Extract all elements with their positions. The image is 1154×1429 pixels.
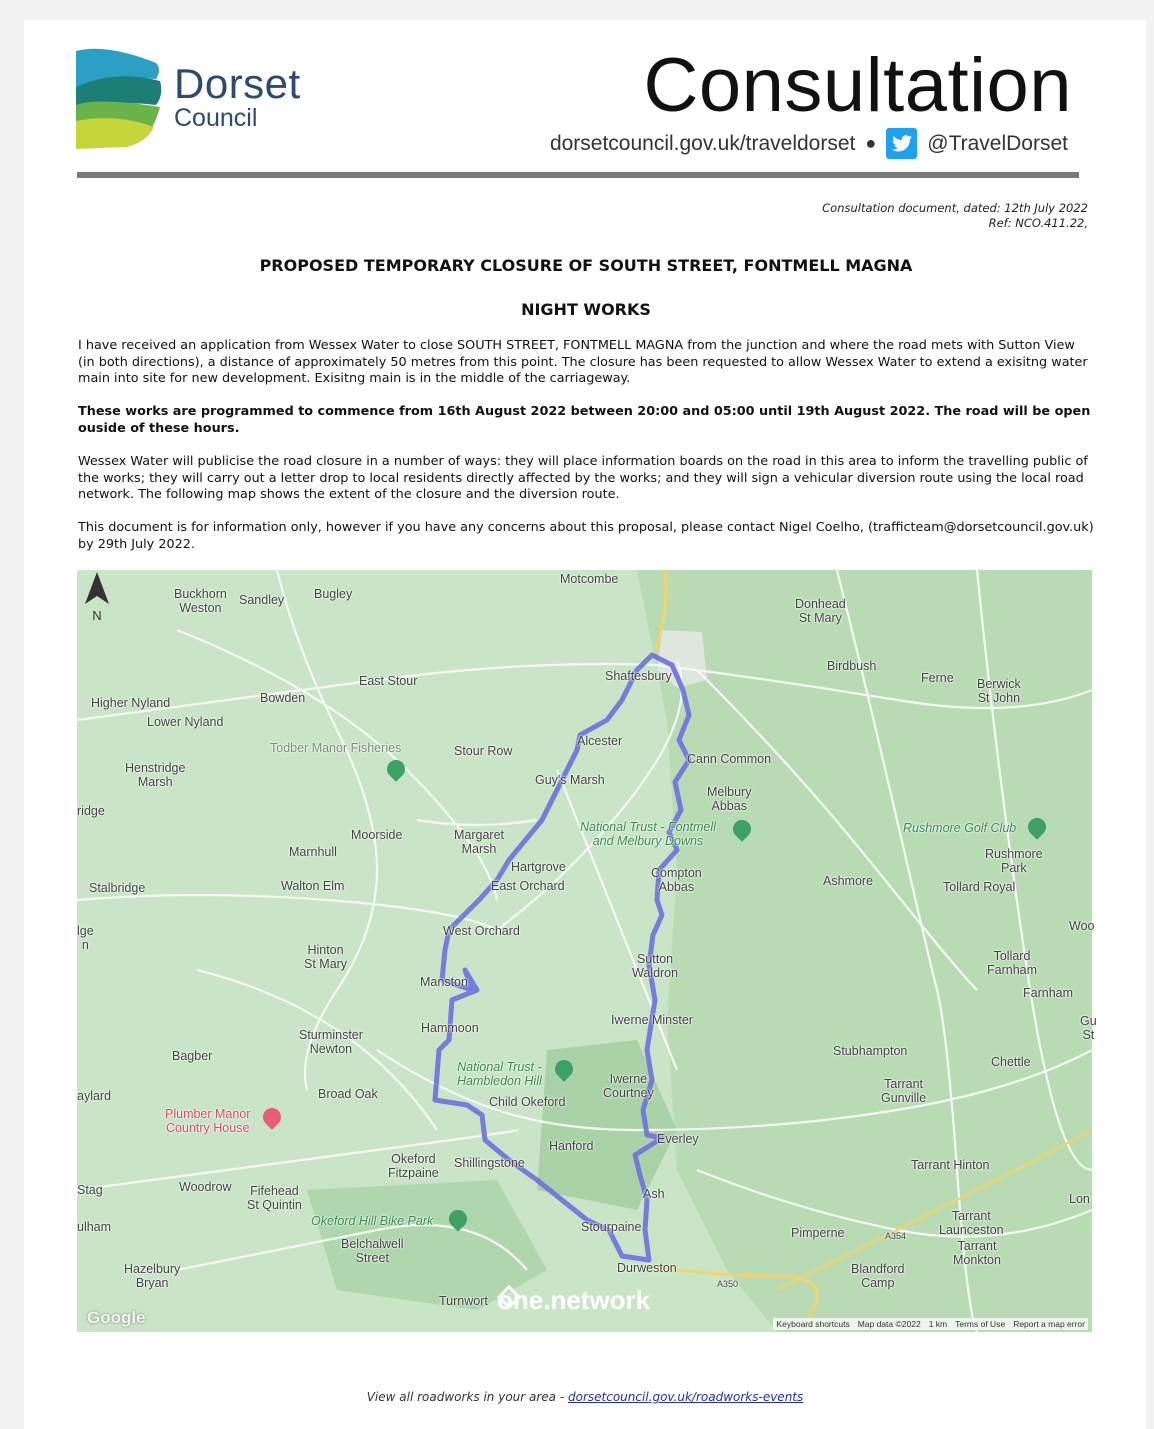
map-place-label: Sutton Waldron [632,952,679,980]
document-date: Consultation document, dated: 12th July 2022 [822,201,1088,215]
document-type-title: Consultation [643,43,1072,128]
map-place-label: Stalbridge [89,881,146,895]
map-place-label: Everley [657,1132,699,1146]
map-place-label: Hammoon [421,1021,479,1035]
north-arrow-icon [77,570,117,624]
map-place-label: Tarrant Gunville [881,1077,927,1105]
map-place-label: Tarrant Hinton [911,1158,990,1172]
map-place-label: Hazelbury Bryan [124,1262,181,1290]
road-label-a350: A350 [717,1279,739,1289]
map-place-label: Belchalwell Street [341,1237,404,1265]
document-title: PROPOSED TEMPORARY CLOSURE OF SOUTH STREET, FONTMELL MAGNA [259,256,913,275]
map-place-label: Child Okeford [489,1095,566,1109]
map-place-label: Tarrant Launceston [939,1209,1004,1237]
map-place-label: ridge [77,804,105,818]
map-place-label: Gu St [1080,1014,1097,1042]
map-place-label: Shaftesbury [605,669,672,683]
map-data-text: Map data ©2022 [857,1319,921,1329]
org-name-line1: Dorset [174,60,301,107]
footer-prefix: View all roadworks in your area - [366,1390,568,1404]
map-place-label: Tarrant Monkton [953,1239,1001,1267]
map-place-label: Walton Elm [281,879,345,893]
map-place-label: Higher Nyland [91,696,171,710]
map-place-label: Moorside [351,828,403,842]
map-place-label: National Trust - Fontmell and Melbury Downs [580,820,716,848]
scale-text: 1 km [928,1319,948,1329]
paragraph-contact: This document is for information only, however if you have any concerns about this proposal, please contact Nigel Coelho, (trafficteam@dorsetcouncil.gov.uk) by 29th July 2022. [78,520,1094,552]
map-place-label: Stourpaine [581,1220,642,1234]
map-place-label: East Orchard [491,879,565,893]
map-place-label: Stag [77,1183,103,1197]
paragraph-application: I have received an application from Wessex Water to close SOUTH STREET, FONTMELL MAGNA from the junction and where the road mets with Sutton View (in both directions), a distance of approximately 50 metres from this point. The closure has been requested to allow Wessex Water to extend a exisitng water main into site for new development. Exisitng main is in the middle of the carriageway. [78,338,1088,386]
map-place-label: aylard [77,1089,112,1103]
map-place-label: Fifehead St Quintin [247,1184,302,1212]
dorset-council-logo-icon [76,47,166,151]
map-place-label: Farnham [1023,986,1074,1000]
map-place-label: Okeford Fitzpaine [388,1152,439,1180]
map-place-label: Rushmore Golf Club [903,821,1017,835]
map-place-label: Iwerne Minster [611,1013,693,1027]
footer [24,1390,1146,1404]
north-label: N [92,608,102,623]
map-place-label: Bagber [172,1049,213,1063]
paragraph-publicity: Wessex Water will publicise the road closure in a number of ways: they will place information boards on the road in this area to inform the travelling public of the works; they will carry out a letter drop to local residents directly affected by the works; and they will sign a vehicular diversion route using the local road network. The following map shows the extent of the closure and the diversion route. [78,454,1088,502]
map-place-label: Sturminster Newton [299,1028,363,1056]
map-place-label: Iwerne Courtney [603,1072,654,1100]
map-place-label: Pimperne [791,1226,845,1240]
document-page [24,20,1146,1429]
report-error-link[interactable]: Report a map error [1013,1319,1085,1329]
twitter-icon [886,128,917,159]
map-place-label: Broad Oak [318,1087,378,1101]
twitter-handle[interactable]: @TravelDorset [927,131,1068,155]
terms-link[interactable]: Terms of Use [955,1319,1006,1329]
map-place-label: Plumber Manor Country House [165,1107,251,1135]
map-place-label: Bowden [260,691,306,705]
separator-bullet: ● [865,133,877,153]
map-place-label: Donhead St Mary [795,597,846,625]
map-place-label: Woo [1069,919,1095,933]
map-place-label: Ferne [921,671,954,685]
map-place-label: Hinton St Mary [304,943,348,971]
website-link[interactable]: dorsetcouncil.gov.uk/traveldorset [549,131,856,155]
map-place-label: Stour Row [454,744,513,758]
map-place-label: Todber Manor Fisheries [270,741,402,755]
map-place-label: Birdbush [827,659,877,673]
map-place-label: Chettle [991,1055,1031,1069]
map-place-label: Tollard Royal [943,880,1016,894]
paragraph-schedule: These works are programmed to commence from 16th August 2022 between 20:00 and 05:00 until 19th August 2022. The road will be open ouside of these hours. [78,404,1091,436]
map-place-label: Berwick St John [977,677,1021,705]
one-network-logo-icon [497,1285,521,1309]
map-place-label: Cann Common [687,752,772,766]
map-place-label: Woodrow [179,1180,232,1194]
map-place-label: lge n [77,924,94,952]
map-place-label: Alcester [577,734,623,748]
map-attribution [773,1318,1088,1330]
map-place-label: National Trust - Hambledon Hill [457,1060,542,1088]
map-place-label: Manston [420,975,468,989]
map-place-label: Hartgrove [511,860,566,874]
map-place-label: Blandford Camp [851,1262,905,1290]
org-name-line2: Council [174,104,258,132]
roadworks-link[interactable]: dorsetcouncil.gov.uk/roadworks-events [568,1390,804,1404]
map-place-label: Tollard Farnham [987,949,1038,977]
map-place-label: Shillingstone [454,1156,525,1170]
map-place-label: Sandley [239,593,285,607]
map-place-label: East Stour [359,674,418,688]
map-place-label: Lower Nyland [147,715,224,729]
map-place-label: Guy's Marsh [535,773,605,787]
map-place-label: Compton Abbas [651,866,702,894]
map-place-label: Durweston [617,1261,677,1275]
header-divider [77,172,1079,178]
map-place-label: Buckhorn Weston [174,587,227,615]
map-place-label: West Orchard [443,924,520,938]
map-place-label: Bugley [314,587,353,601]
document-subtitle: NIGHT WORKS [521,300,651,319]
keyboard-shortcuts-link[interactable]: Keyboard shortcuts [776,1319,850,1329]
map-place-label: Lon [1069,1192,1090,1206]
map-place-label: Hanford [549,1139,594,1153]
map-place-label: Ash [643,1187,665,1201]
map-place-label: Motcombe [560,572,619,586]
document-ref: Ref: NCO.411.22, [988,216,1088,230]
map-place-label: Henstridge Marsh [125,761,186,789]
map-place-label: Okeford Hill Bike Park [311,1214,434,1228]
map-place-label: ulham [77,1220,112,1234]
map-place-label: Ashmore [823,874,874,888]
one-network-brand [497,1285,650,1316]
diversion-route-map[interactable] [77,570,1097,1332]
map-place-label: Stubhampton [833,1044,908,1058]
document-meta [822,201,1088,231]
map-place-label: Marnhull [289,845,337,859]
map-place-label: Melbury Abbas [707,785,752,813]
one-network-text: one.network [497,1285,651,1315]
google-logo: Google [87,1308,146,1327]
road-label-a354: A354 [885,1231,907,1241]
map-place-label: Margaret Marsh [454,828,505,856]
map-place-label: Rushmore Park [985,847,1043,875]
contact-line [550,128,1068,159]
map-place-label: Turnwort [439,1294,488,1308]
